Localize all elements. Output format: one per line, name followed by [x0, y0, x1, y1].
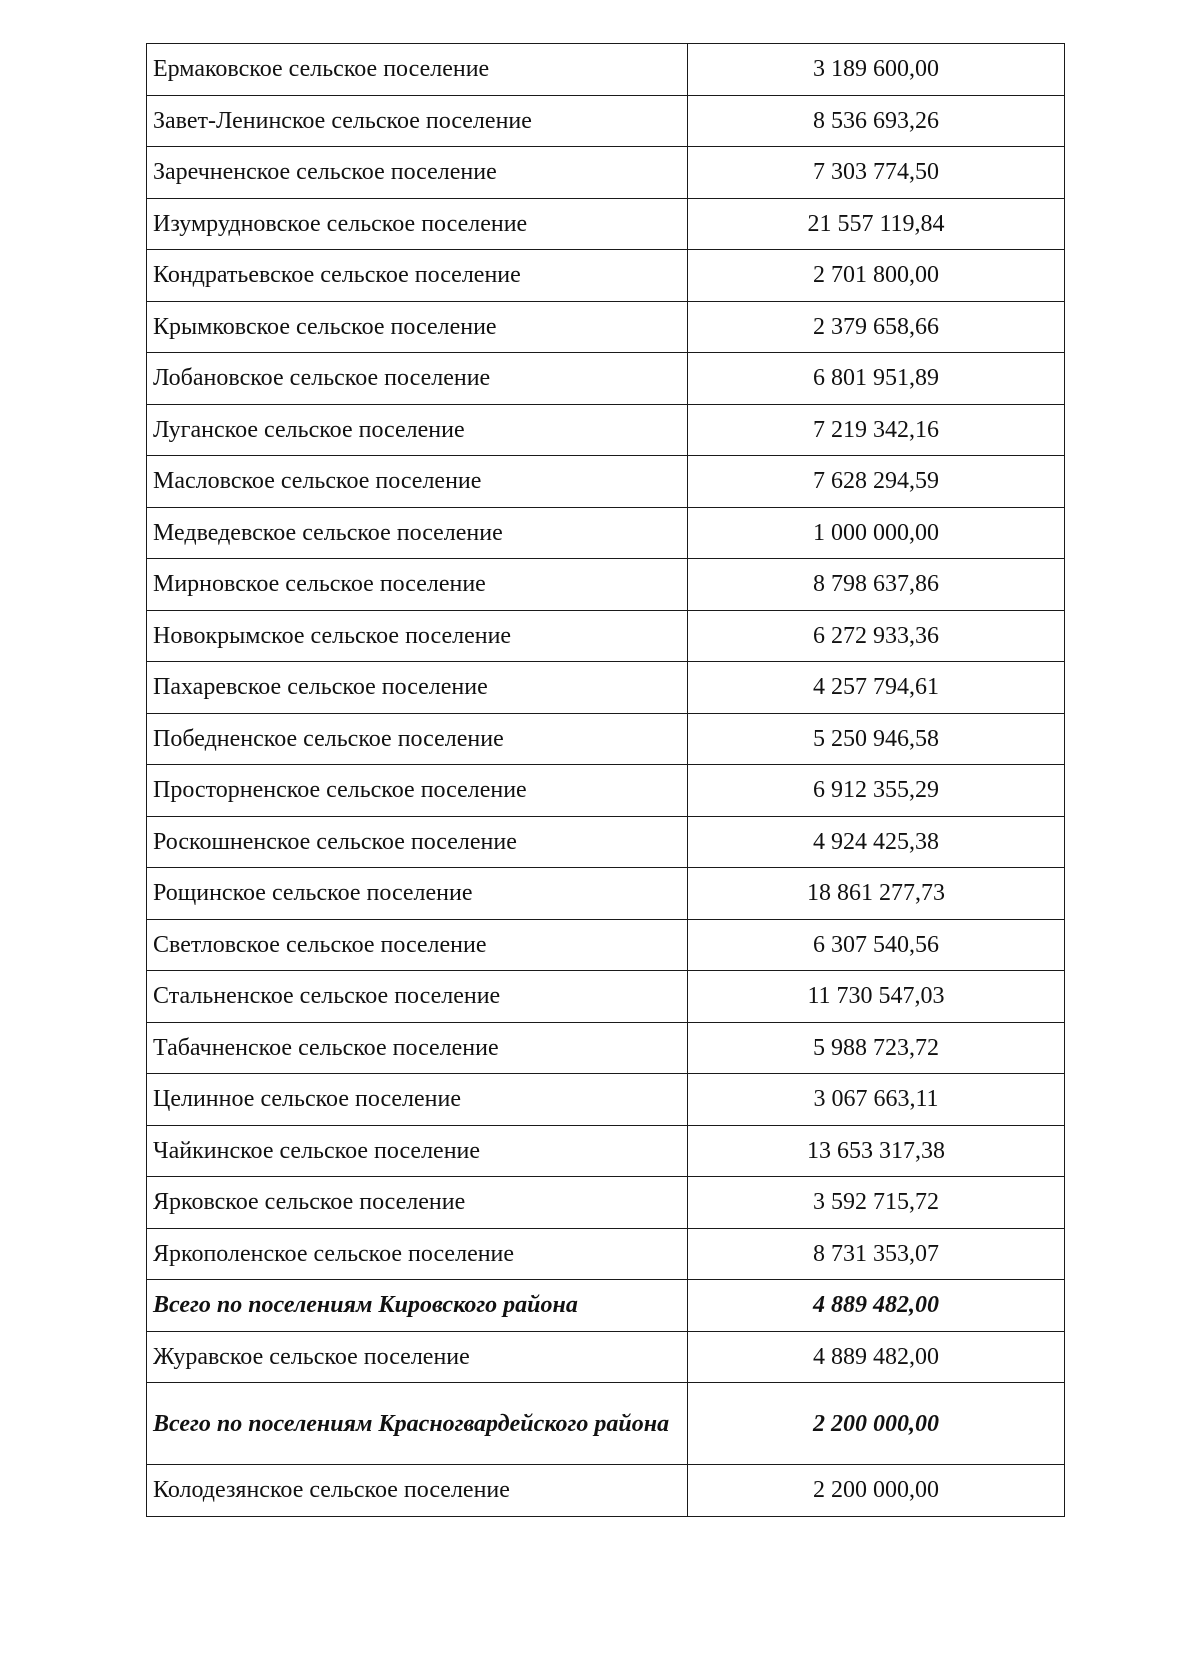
table-row	[147, 1022, 1065, 1074]
table-row	[147, 559, 1065, 611]
amount-cell: 13 653 317,38	[688, 1125, 1065, 1177]
amount-cell: 7 628 294,59	[688, 456, 1065, 508]
table-row	[147, 250, 1065, 302]
amount-cell: 7 219 342,16	[688, 404, 1065, 456]
settlement-name-cell: Рощинское сельское поселение	[147, 868, 688, 920]
table-row	[147, 1228, 1065, 1280]
settlement-name-cell: Целинное сельское поселение	[147, 1074, 688, 1126]
table-row	[147, 868, 1065, 920]
settlement-name-cell: Ярковское сельское поселение	[147, 1177, 688, 1229]
amount-cell: 4 924 425,38	[688, 816, 1065, 868]
table-row	[147, 95, 1065, 147]
settlement-name-cell: Чайкинское сельское поселение	[147, 1125, 688, 1177]
amount-cell: 6 307 540,56	[688, 919, 1065, 971]
amount-cell: 4 257 794,61	[688, 662, 1065, 714]
settlement-name-cell: Табачненское сельское поселение	[147, 1022, 688, 1074]
settlement-name-cell: Лобановское сельское поселение	[147, 353, 688, 405]
amount-cell: 4 889 482,00	[688, 1331, 1065, 1383]
settlement-name-cell: Кондратьевское сельское поселение	[147, 250, 688, 302]
amount-cell: 5 988 723,72	[688, 1022, 1065, 1074]
table-row	[147, 971, 1065, 1023]
amount-cell: 6 272 933,36	[688, 610, 1065, 662]
amount-cell: 11 730 547,03	[688, 971, 1065, 1023]
table-row	[147, 1465, 1065, 1517]
settlement-name-cell: Крымковское сельское поселение	[147, 301, 688, 353]
table-row	[147, 610, 1065, 662]
amount-cell: 3 592 715,72	[688, 1177, 1065, 1229]
settlements-budget-table	[146, 43, 1065, 1517]
district-total-row	[147, 1383, 1065, 1465]
table-row	[147, 919, 1065, 971]
settlement-name-cell: Масловское сельское поселение	[147, 456, 688, 508]
amount-cell: 1 000 000,00	[688, 507, 1065, 559]
table-row	[147, 301, 1065, 353]
table-row	[147, 147, 1065, 199]
district-total-label: Всего по поселениям Кировского района	[147, 1280, 688, 1332]
settlement-name-cell: Заречненское сельское поселение	[147, 147, 688, 199]
district-total-amount: 2 200 000,00	[688, 1383, 1065, 1465]
settlement-name-cell: Журавское сельское поселение	[147, 1331, 688, 1383]
amount-cell: 18 861 277,73	[688, 868, 1065, 920]
settlement-name-cell: Изумрудновское сельское поселение	[147, 198, 688, 250]
settlement-name-cell: Пахаревское сельское поселение	[147, 662, 688, 714]
table-row	[147, 713, 1065, 765]
table-row	[147, 1177, 1065, 1229]
district-total-amount: 4 889 482,00	[688, 1280, 1065, 1332]
table-row	[147, 816, 1065, 868]
settlement-name-cell: Колодезянское сельское поселение	[147, 1465, 688, 1517]
table-row	[147, 1125, 1065, 1177]
settlement-name-cell: Победненское сельское поселение	[147, 713, 688, 765]
district-total-row	[147, 1280, 1065, 1332]
settlement-name-cell: Просторненское сельское поселение	[147, 765, 688, 817]
table-row	[147, 507, 1065, 559]
table-row	[147, 198, 1065, 250]
table-row	[147, 44, 1065, 96]
settlement-name-cell: Ермаковское сельское поселение	[147, 44, 688, 96]
amount-cell: 3 189 600,00	[688, 44, 1065, 96]
settlement-name-cell: Медведевское сельское поселение	[147, 507, 688, 559]
table-row	[147, 1331, 1065, 1383]
settlement-name-cell: Новокрымское сельское поселение	[147, 610, 688, 662]
amount-cell: 7 303 774,50	[688, 147, 1065, 199]
settlement-name-cell: Светловское сельское поселение	[147, 919, 688, 971]
table-row	[147, 765, 1065, 817]
settlement-name-cell: Стальненское сельское поселение	[147, 971, 688, 1023]
table-row	[147, 456, 1065, 508]
amount-cell: 2 379 658,66	[688, 301, 1065, 353]
amount-cell: 3 067 663,11	[688, 1074, 1065, 1126]
amount-cell: 8 798 637,86	[688, 559, 1065, 611]
amount-cell: 6 912 355,29	[688, 765, 1065, 817]
table-row	[147, 1074, 1065, 1126]
settlement-name-cell: Завет-Ленинское сельское поселение	[147, 95, 688, 147]
table-row	[147, 353, 1065, 405]
amount-cell: 8 731 353,07	[688, 1228, 1065, 1280]
district-total-label: Всего по поселениям Красногвардейского района	[147, 1383, 688, 1465]
amount-cell: 21 557 119,84	[688, 198, 1065, 250]
settlement-name-cell: Роскошненское сельское поселение	[147, 816, 688, 868]
settlement-name-cell: Луганское сельское поселение	[147, 404, 688, 456]
amount-cell: 2 701 800,00	[688, 250, 1065, 302]
amount-cell: 2 200 000,00	[688, 1465, 1065, 1517]
amount-cell: 6 801 951,89	[688, 353, 1065, 405]
table-row	[147, 662, 1065, 714]
amount-cell: 8 536 693,26	[688, 95, 1065, 147]
amount-cell: 5 250 946,58	[688, 713, 1065, 765]
table-row	[147, 404, 1065, 456]
settlement-name-cell: Мирновское сельское поселение	[147, 559, 688, 611]
settlement-name-cell: Яркополенское сельское поселение	[147, 1228, 688, 1280]
